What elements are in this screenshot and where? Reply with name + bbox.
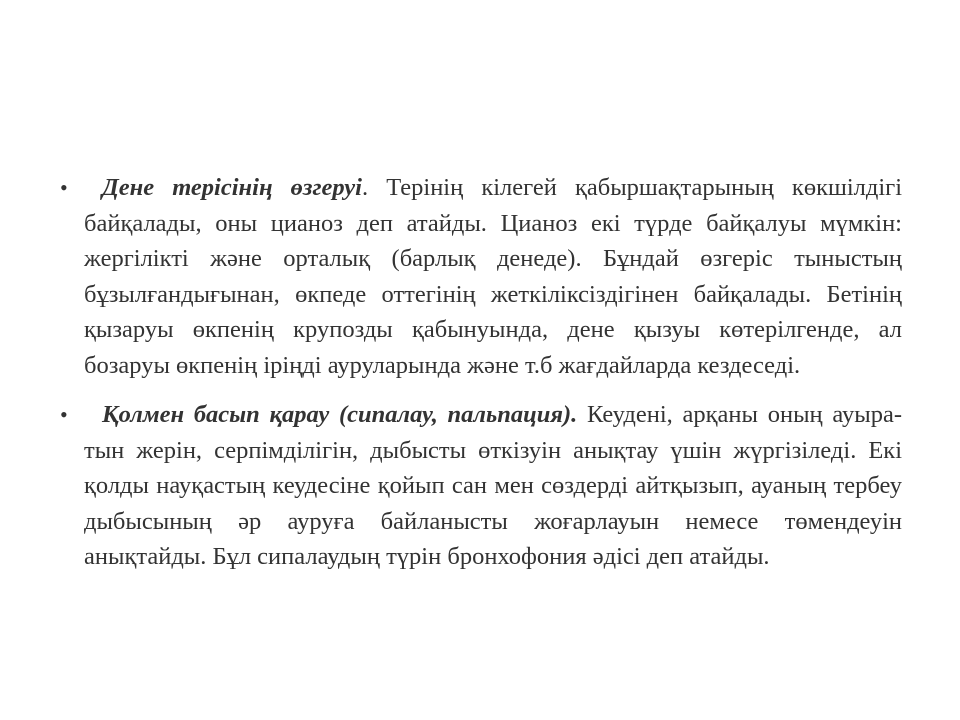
bullet-list	[60, 170, 902, 575]
bullet-icon: •	[60, 402, 68, 427]
bullet-item-skin-changes	[60, 170, 902, 383]
paragraph-palpation-body: Кеудені, арқаны оның ауыра-тын жерін, серпімділігін, дыбысты өткізуін анықтау үшін жүргізіледі. Екі қолды науқастың кеудесіне қойып сан мен сөздерді айтқызып, ауаның тербеу дыбысының әр ауруға байланысты жоғарлауын немесе төмендеуін анықтайды. Бұл сипалаудың түрін бронхофония әдісі деп атайды.	[84, 401, 903, 570]
term-skin-changes: Дене терісінің өзгеруі	[102, 174, 362, 201]
term-skin-changes-tail: .	[362, 174, 369, 201]
bullet-item-palpation	[60, 397, 902, 575]
paragraph-skin-changes-body: Терінің кілегей қабыршақтарының көкшілдігі байқалады, оны цианоз деп атайды. Цианоз екі түрде байқалуы мүмкін: жергілікті және орталық (барлық денеде). Бұндай өзгеріс тыныстың бұзылғандығынан, өкпеде оттегінің жеткіліксіздігінен байқалады. Бетінің қызаруы өкпенің крупозды қабынуында, дене қызуы көтерілгенде, ал бозаруы өкпенің іріңді ауруларында және т.б жағдайларда кездеседі.	[84, 174, 903, 379]
bullet-icon: •	[60, 175, 68, 200]
term-palpation: Қолмен басып қарау (сипалау, пальпация).	[102, 401, 578, 428]
